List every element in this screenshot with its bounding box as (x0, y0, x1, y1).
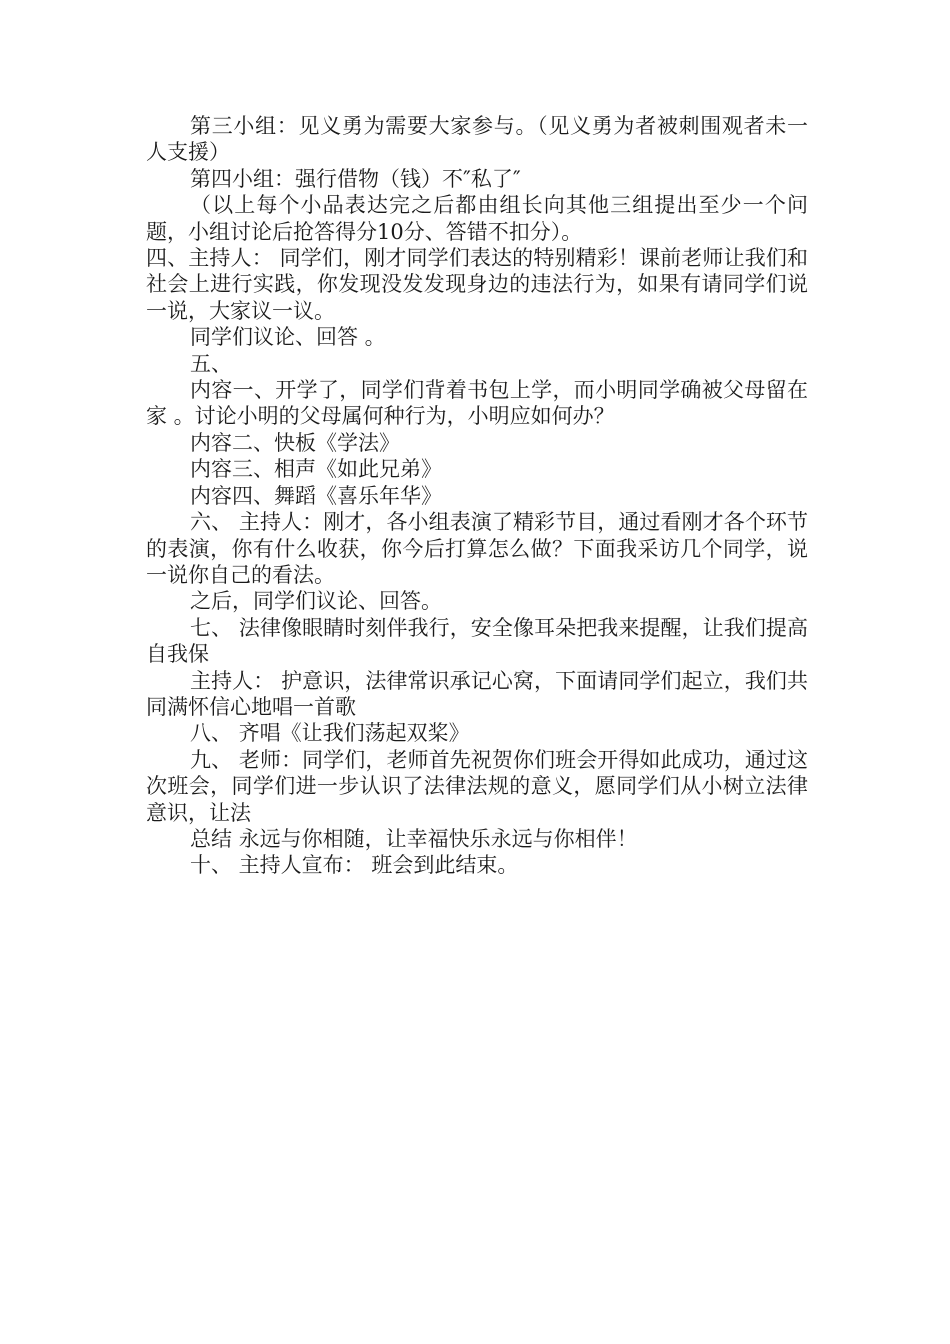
paragraph-content-two: 内容二、快板《学法》 (190, 430, 400, 455)
paragraph-group-four: 第四小组：强行借物（钱）不″私了″ (190, 166, 521, 191)
paragraph-section-nine: 九、 老师：同学们，老师首先祝贺你们班会开得如此成功，通过这次班会，同学们进一步认识了法律法规的意义，愿同学们从小树立法律意识，让法 (146, 747, 808, 825)
paragraph-section-four: 四、主持人： 同学们，刚才同学们表达的特别精彩！课前老师让我们和社会上进行实践，你发现没发发现身边的违法行为，如果有请同学们说一说，大家议一议。 (146, 246, 808, 323)
paragraph-content-four: 内容四、舞蹈《喜乐年华》 (190, 483, 442, 508)
paragraph-host-song: 主持人： 护意识，法律常识承记心窝，下面请同学们起立，我们共同满怀信心地唱一首歌 (146, 668, 808, 719)
paragraph-section-seven: 七、 法律像眼睛时刻伴我行，安全像耳朵把我来提醒，让我们提高自我保 (146, 615, 808, 667)
paragraph-group-three: 第三小组：见义勇为需要大家参与。（见义勇为者被刺围观者未一人支援） (146, 114, 808, 165)
paragraph-section-five: 五、 (190, 351, 232, 376)
paragraph-section-eight: 八、 齐唱《让我们荡起双桨》 (190, 721, 470, 746)
paragraph-section-ten: 十、 主持人宣布： 班会到此结束。 (190, 853, 519, 878)
paragraph-summary: 总结 永远与你相随，让幸福快乐永远与你相伴！ (190, 826, 638, 851)
paragraph-discussion: 同学们议论、回答 。 (190, 325, 386, 350)
paragraph-content-one: 内容一、开学了，同学们背着书包上学，而小明同学确被父母留在家 。讨论小明的父母属何种行为，小明应如何办？ (146, 378, 808, 429)
paragraph-content-three: 内容三、相声《如此兄弟》 (190, 457, 442, 482)
paragraph-section-six: 六、 主持人：刚才，各小组表演了精彩节目，通过看刚才各个环节的表演，你有什么收获，你今后打算怎么做？下面我采访几个同学，说一说你自己的看法。 (146, 510, 808, 587)
document-body (146, 113, 808, 879)
paragraph-after-discussion: 之后，同学们议论、回答。 (190, 589, 442, 614)
paragraph-scoring-note: （以上每个小品表达完之后都由组长向其他三组提出至少一个问题，小组讨论后抢答得分10分、答错不扣分）。 (146, 193, 808, 244)
